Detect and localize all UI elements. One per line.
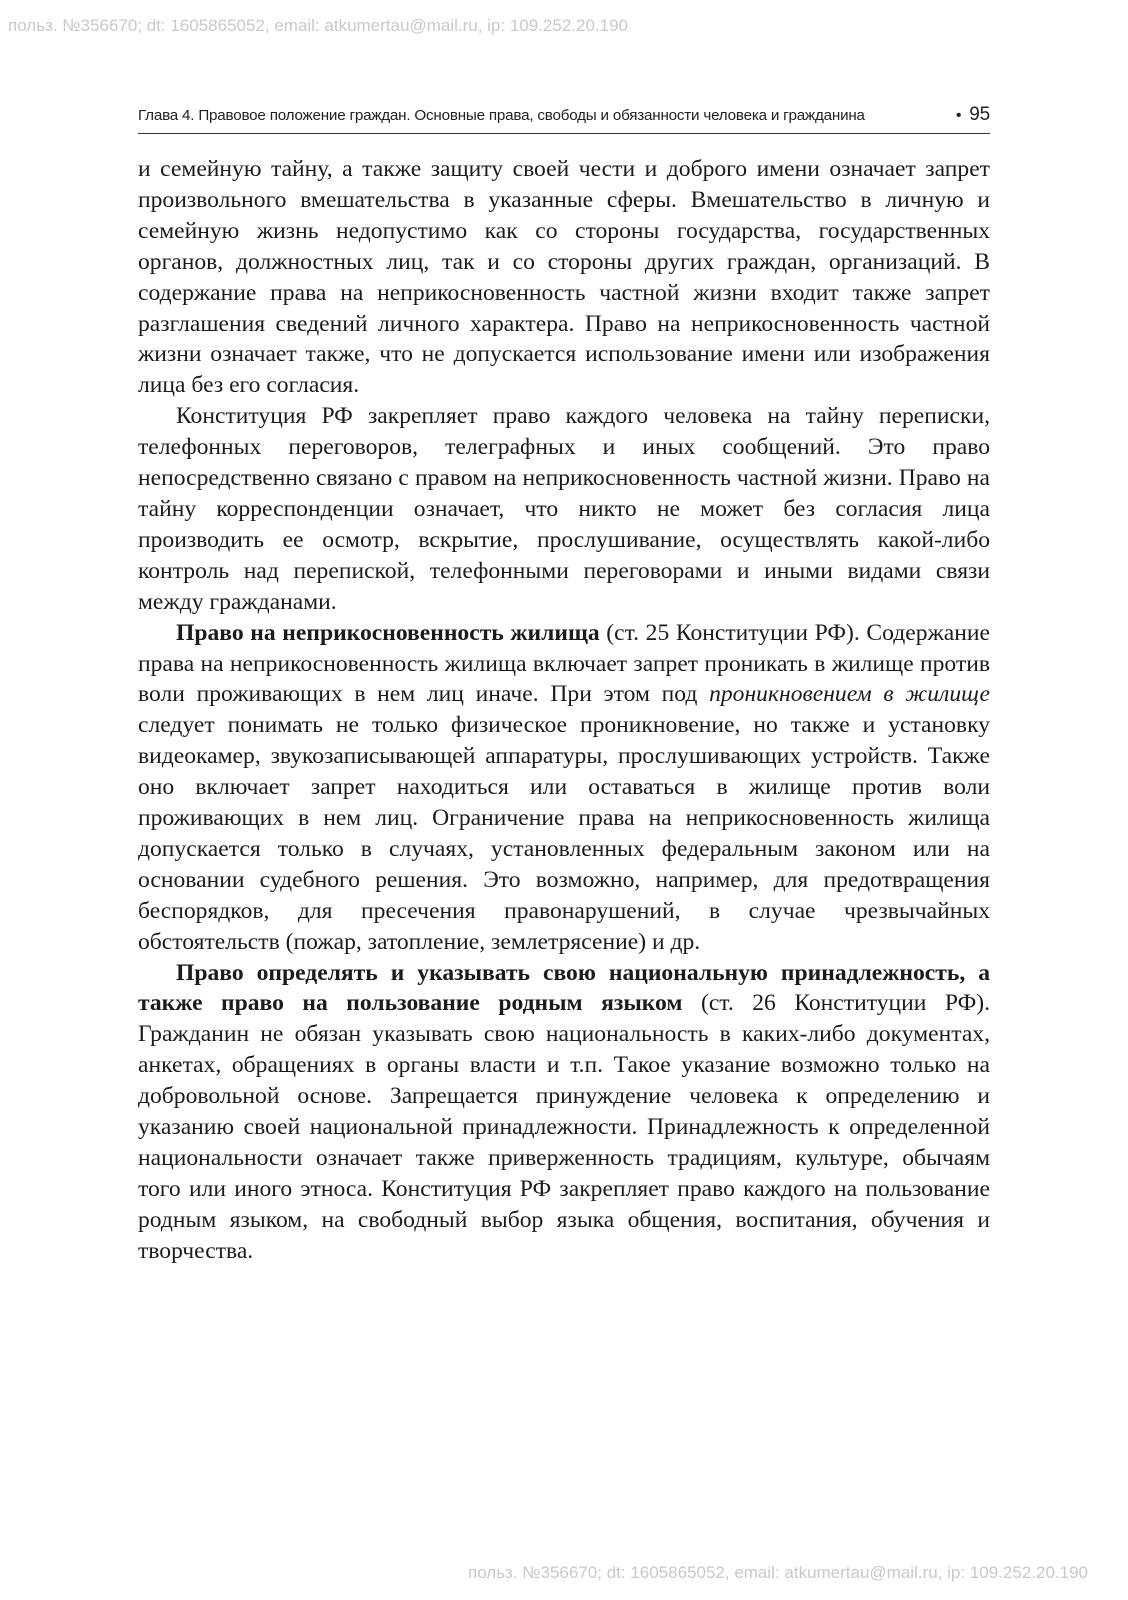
chapter-title: Глава 4. Правовое положение граждан. Основные права, свободы и обязанности человека и гражданина — [138, 107, 865, 124]
dwelling-text-part-1: (ст. 25 Конституции РФ). Содержание права на неприкосновенность жилища включает запрет проникать в жилище против воли проживающих в нем лиц иначе. При этом под — [138, 619, 990, 708]
watermark-top: польз. №356670; dt: 1605865052, email: atkumertau@mail.ru, ip: 109.252.20.190 — [8, 16, 629, 35]
page-number-group — [956, 104, 990, 126]
page-body — [138, 154, 990, 1267]
dwelling-italic-term: проникновением в жилище — [709, 681, 991, 708]
paragraph-correspondence-secrecy: Конституция РФ закрепляет право каждого человека на тайну переписки, телефонных переговоров, телеграфных и иных сообщений. Это право непосредственно связано с правом на неприкосновенность частной жизни. Право на тайну корреспонденции означает, что никто не может без согласия лица производить ее осмотр, вскрытие, прослушивание, осуществлять какой-либо контроль над перепиской, телефонными переговорами и иными видами связи между гражданами. — [138, 403, 990, 615]
paragraph-continuation: и семейную тайну, а также защиту своей чести и доброго имени означает запрет произвольного вмешательства в указанные сферы. Вмешательство в личную и семейную жизнь недопустимо как со стороны государства, государственных органов, должностных лиц, так и со стороны других граждан, организаций. В содержание права на неприкосновенность частной жизни входит также запрет разглашения сведений личного характера. Право на неприкосновенность частной жизни означает также, что не допускается использование имени или изображения лица без его согласия. — [138, 156, 990, 399]
running-header — [138, 104, 990, 134]
paragraph-national-identity — [138, 958, 990, 1267]
dwelling-right-heading: Право на неприкосновенность жилища — [176, 619, 600, 646]
bullet-separator: • — [955, 107, 962, 124]
dwelling-text-part-2: следует понимать не только физическое проникновение, но также и установку видеокамер, звукозаписывающей аппаратуры, прослушивающих устройств. Также оно включает запрет находиться или оставаться в жилище против воли проживающих в нем лиц. Ограничение права на неприкосновенность жилища допускается только в случаях, установленных федеральным законом или на основании судебного решения. Это возможно, например, для предотвращения беспорядков, для пресечения правонарушений, в случае чрезвычайных обстоятельств (пожар, затопление, землетрясение) и др. — [138, 712, 990, 955]
national-right-heading: Право определять и указывать свою национальную принадлежность, а также право на пользование родным языком — [138, 959, 990, 1017]
watermark-bottom: польз. №356670; dt: 1605865052, email: atkumertau@mail.ru, ip: 109.252.20.190 — [467, 1563, 1088, 1582]
paragraph-dwelling-inviolability — [138, 618, 990, 958]
page-number: 95 — [969, 104, 990, 125]
national-text: (ст. 26 Конституции РФ). Гражданин не обязан указывать свою национальность в каких-либо документах, анкетах, обращениях в органы власти и т.п. Такое указание возможно только на добровольной основе. Запрещается принуждение человека к определению и указанию своей национальной принадлежности. Принадлежность к определенной национальности означает также приверженность традициям, культуре, обычаям того или иного этноса. Конституция РФ закрепляет право каждого на пользование родным языком, на свободный выбор языка общения, воспитания, обучения и творчества. — [138, 990, 990, 1264]
